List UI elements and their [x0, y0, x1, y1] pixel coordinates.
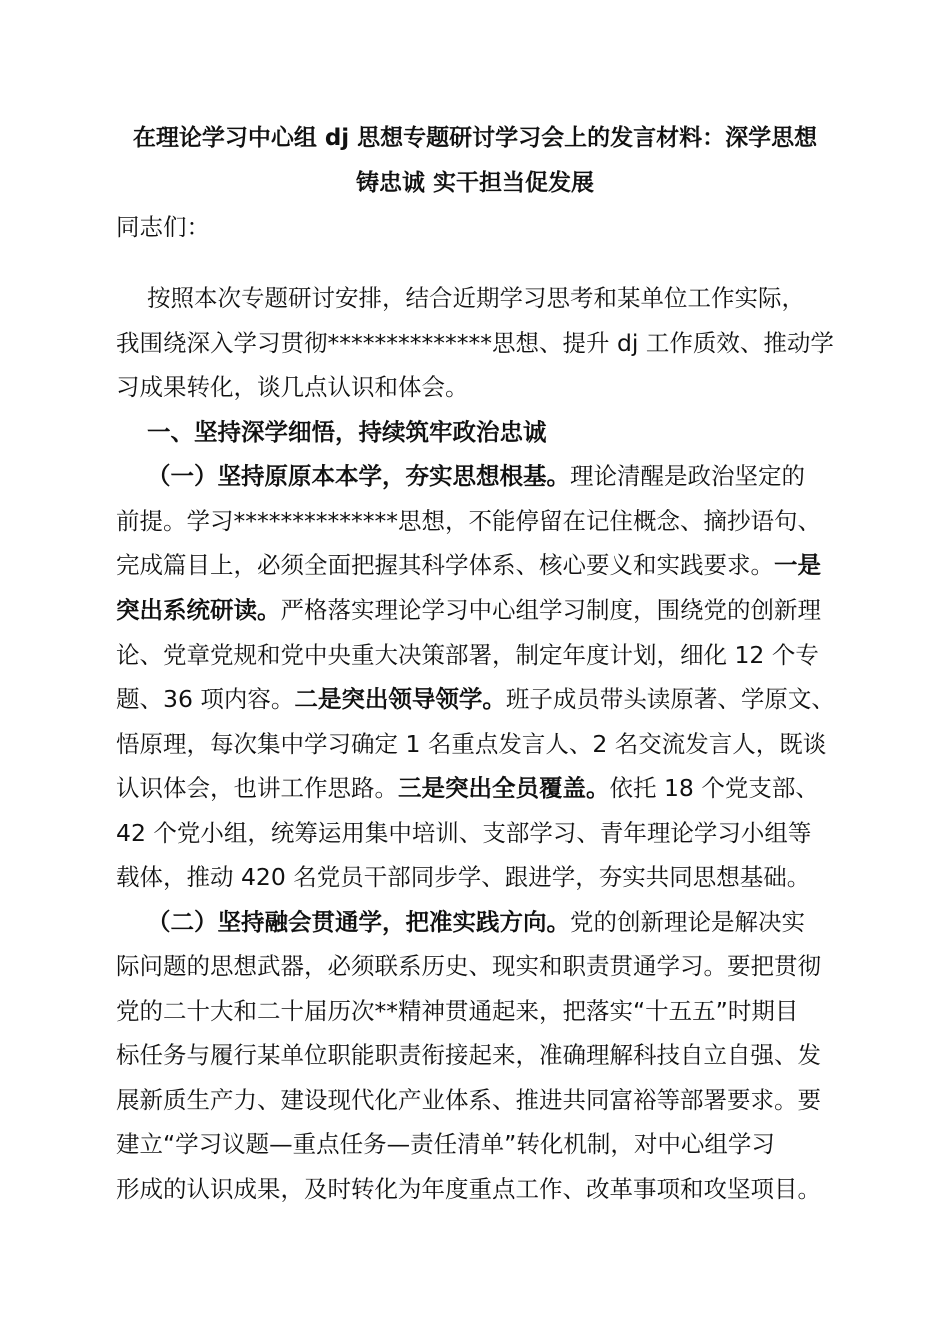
paragraph-line: 载体，推动 420 名党员干部同步学、跟进学，夯实共同思想基础。: [116, 863, 811, 891]
paragraph-line: 党的二十大和二十届历次**精神贯通起来，把落实“十五五”时期目: [116, 997, 799, 1025]
paragraph-line: 际问题的思想武器，必须联系历史、现实和职责贯通学习。要把贯彻: [116, 952, 821, 980]
paragraph-line: 论、党章党规和党中央重大决策部署，制定年度计划，细化 12 个专: [116, 641, 819, 669]
text-run: 题、36 项内容。: [116, 685, 295, 713]
intro-line: 按照本次专题研讨安排，结合近期学习思考和某单位工作实际，: [147, 284, 805, 312]
bold-run: 二是突出领导领学。: [294, 685, 506, 713]
paragraph-line: 42 个党小组，统筹运用集中培训、支部学习、青年理论学习小组等: [116, 819, 812, 847]
salutation: 同志们：: [116, 213, 210, 241]
paragraph-line: 建立“学习议题—重点任务—责任清单”转化机制，对中心组学习: [116, 1130, 775, 1158]
document-title-line-2: 铸忠诚 实干担当促发展: [355, 170, 594, 196]
paragraph-line: [116, 687, 836, 711]
paragraph-line: [116, 598, 836, 622]
intro-line: 我围绕深入学习贯彻**************思想、提升 dj 工作质效、推动学: [116, 329, 834, 357]
subheading: （一）坚持原原本本学，夯实思想根基。: [147, 462, 570, 490]
paragraph-line: 标任务与履行某单位职能职责衔接起来，准确理解科技自立自强、发: [116, 1041, 821, 1069]
section-heading-1: 一、坚持深学细悟，持续筑牢政治忠诚: [147, 418, 547, 446]
intro-line: 习成果转化，谈几点认识和体会。: [116, 373, 469, 401]
paragraph-line: [147, 910, 867, 934]
paragraph-line: 悟原理，每次集中学习确定 1 名重点发言人、2 名交流发言人，既谈: [116, 730, 827, 758]
text-run: 严格落实理论学习中心组学习制度，围绕党的创新理: [280, 596, 821, 624]
paragraph-line: 形成的认识成果，及时转化为年度重点工作、改革事项和攻坚项目。: [116, 1175, 821, 1203]
text-run: 依托 18 个党支部、: [609, 774, 819, 802]
bold-run: 突出系统研读。: [116, 596, 281, 624]
text-run: 认识体会，也讲工作思路。: [116, 774, 398, 802]
paragraph-line: 展新质生产力、建设现代化产业体系、推进共同富裕等部署要求。要: [116, 1086, 821, 1114]
paragraph-line: 前提。学习**************思想，不能停留在记住概念、摘抄语句、: [116, 507, 821, 535]
text-run: 党的创新理论是解决实: [570, 908, 805, 936]
bold-run: 一是: [774, 551, 821, 579]
paragraph-line: [147, 464, 867, 488]
bold-run: 三是突出全员覆盖。: [398, 774, 610, 802]
paragraph-line: [116, 553, 836, 577]
paragraph-line: [116, 776, 836, 800]
subheading: （二）坚持融会贯通学，把准实践方向。: [147, 908, 570, 936]
text-run: 完成篇目上，必须全面把握其科学体系、核心要义和实践要求。: [116, 551, 774, 579]
text-run: 理论清醒是政治坚定的: [570, 462, 805, 490]
text-run: 班子成员带头读原著、学原文、: [505, 685, 835, 713]
document-title-line-1: 在理论学习中心组 dj 思想专题研讨学习会上的发言材料：深学思想: [132, 125, 818, 151]
